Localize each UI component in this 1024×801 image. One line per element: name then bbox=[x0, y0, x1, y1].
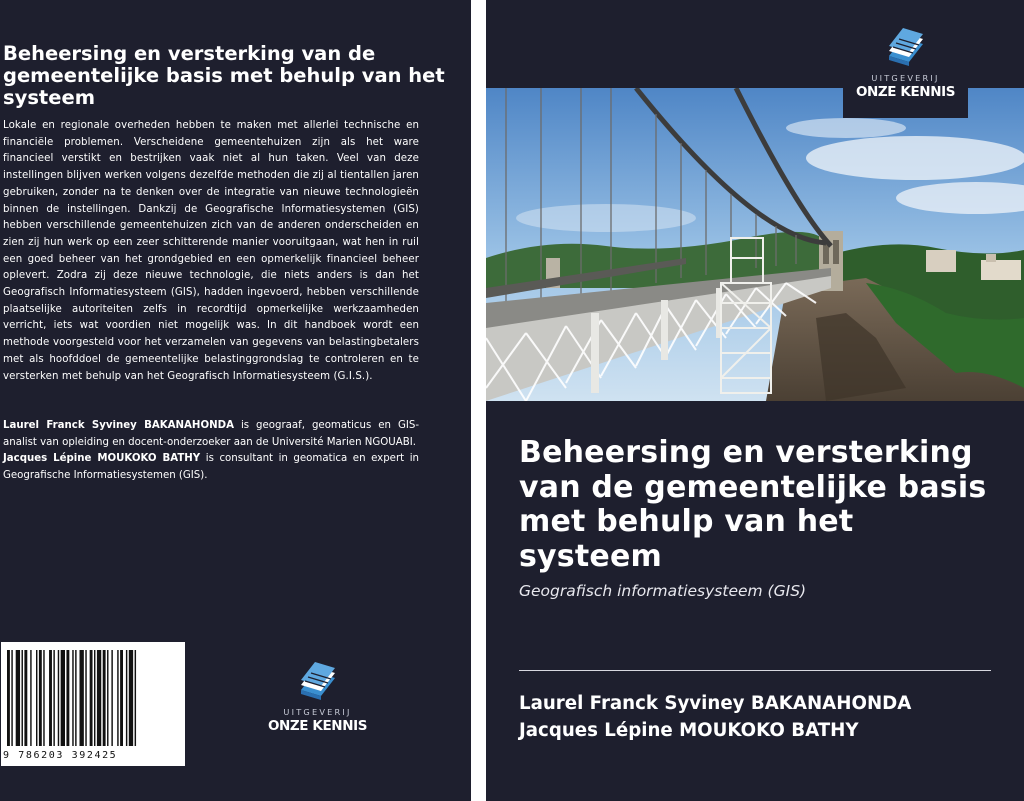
author-bio-2-name: Jacques Lépine MOUKOKO BATHY bbox=[3, 453, 201, 465]
barcode-bar bbox=[75, 650, 76, 746]
divider-line bbox=[519, 670, 991, 671]
cover-photo-suspension-bridge bbox=[486, 88, 1024, 401]
barcode-bar bbox=[129, 650, 133, 746]
barcode-bar bbox=[61, 650, 65, 746]
barcode-bar bbox=[66, 650, 69, 746]
isbn-barcode bbox=[1, 642, 185, 766]
barcode-bar bbox=[16, 650, 20, 746]
front-cover bbox=[486, 0, 1024, 801]
barcode-bar bbox=[85, 650, 86, 746]
publisher-tagline: UITGEVERIJ bbox=[871, 73, 940, 83]
author-bio-2-text: is consultant in geomatica en expert in Geografische Informatiesystemen (GIS). bbox=[3, 453, 419, 482]
publisher-tagline: UITGEVERIJ bbox=[283, 707, 352, 717]
barcode-bar bbox=[53, 650, 54, 746]
barcode-bar bbox=[126, 650, 127, 746]
barcode-bar bbox=[90, 650, 93, 746]
stacked-book-pages-icon bbox=[295, 660, 341, 704]
barcode-bar bbox=[94, 650, 95, 746]
barcode-bar bbox=[43, 650, 44, 746]
stacked-book-pages-icon bbox=[883, 26, 929, 70]
author-bio-1-text: is geograaf, geomaticus en GIS-analist van opleiding en docent-onderzoeker aan de Université Marien NGOUABI. bbox=[3, 420, 419, 448]
book-spine bbox=[471, 0, 486, 801]
back-cover-blurb: Lokale en regionale overheden hebben te maken met allerlei technische en financiële problemen. Verscheidene gemeentehuizen zijn als het ware financieel verstikt en bestrijken vaak niet al hun taken. Veel van deze instellingen blijven werken volgens dezelfde methoden die zij al tientallen jaren gebruiken, zonder na te denken over de integratie van nieuwe technologieën binnen de instellingen. Dankzij de Geografische Informatiesystemen (GIS) hebben verschillende gemeentehuizen zich van de anderen onderscheiden en zien zij hun werk op een zeer schitterende manier vooruitgaan, wat hen in ruil een goed beheer van het grondgebied en een opmerkelijk financieel beheer oplevert. Zodra zij deze nieuwe technologie, die niets anders is dan het Geografisch Informatiesysteem (GIS), hadden ingevoerd, hebben verschillende plaatselijke autoriteiten zelfs in recordtijd opmerkelijke werkzaamheden verricht, iets wat voordien niet mogelijk was. In dit handboek wordt een methode voorgesteld voor het verzamelen van gegevens van belastingbetalers met als hoofddoel de gemeentelijke belastinggrondslag te controleren en te versterken met behulp van het Geografisch Informatiesysteem (G.I.S.). bbox=[3, 120, 419, 382]
barcode-bar bbox=[120, 650, 123, 746]
author-bio-2 bbox=[3, 451, 419, 484]
isbn-digits: 9 786203 392425 bbox=[3, 750, 118, 761]
barcode-bar bbox=[30, 650, 31, 746]
author-bio-1-name: Laurel Franck Syviney BAKANAHONDA bbox=[3, 420, 234, 431]
publisher-name: ONZE KENNIS bbox=[267, 718, 368, 734]
publisher-logo-front bbox=[843, 20, 968, 118]
back-cover bbox=[0, 0, 471, 801]
barcode-bar bbox=[135, 650, 136, 746]
front-cover-authors bbox=[519, 690, 1009, 744]
barcode-bar bbox=[111, 650, 112, 746]
publisher-logo-back bbox=[250, 660, 385, 734]
publisher-name: ONZE KENNIS bbox=[855, 84, 956, 100]
barcode-bar bbox=[58, 650, 59, 746]
barcode-bar bbox=[72, 650, 73, 746]
author-name-2: Jacques Lépine MOUKOKO BATHY bbox=[519, 720, 859, 741]
front-cover-subtitle: Geografisch informatiesysteem (GIS) bbox=[519, 582, 807, 600]
author-name-1: Laurel Franck Syviney BAKANAHONDA bbox=[519, 693, 912, 714]
barcode-bar bbox=[36, 650, 37, 746]
back-cover-title: Beheersing en versterking van de gemeentelijke basis met behulp van het systeem bbox=[3, 42, 445, 109]
barcode-bar bbox=[97, 650, 101, 746]
barcode-bar bbox=[107, 650, 108, 746]
barcode-bars bbox=[7, 650, 179, 746]
author-bios bbox=[3, 418, 419, 485]
barcode-bar bbox=[80, 650, 84, 746]
front-cover-title: Beheersing en versterking van de gemeentelijke basis met behulp van het systeem bbox=[519, 435, 987, 574]
author-bio-1 bbox=[3, 418, 419, 451]
barcode-bar bbox=[49, 650, 52, 746]
barcode-bar bbox=[117, 650, 118, 746]
barcode-bar bbox=[7, 650, 10, 746]
barcode-bar bbox=[103, 650, 106, 746]
barcode-bar bbox=[24, 650, 27, 746]
barcode-bar bbox=[22, 650, 23, 746]
barcode-bar bbox=[11, 650, 12, 746]
barcode-bar bbox=[39, 650, 42, 746]
